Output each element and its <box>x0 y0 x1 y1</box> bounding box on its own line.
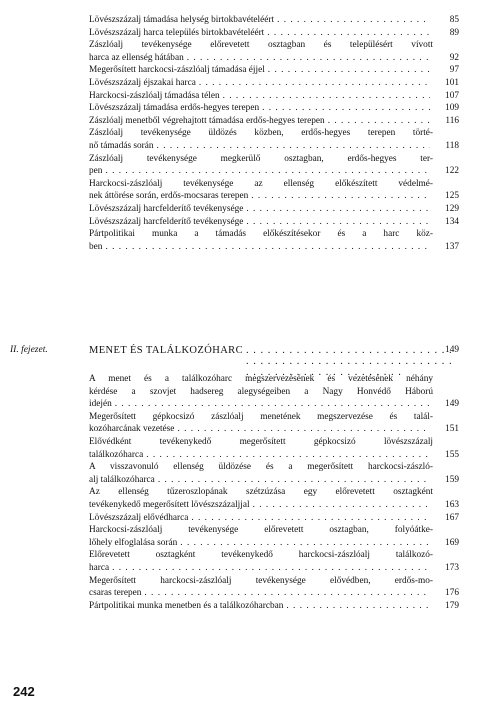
toc-entry-line <box>89 461 433 474</box>
chapter-title: MENET ÉS TALÁLKOZÓHARC <box>89 345 243 356</box>
toc-entry <box>89 524 459 549</box>
toc-entry-line <box>89 165 433 178</box>
toc-entry-line <box>89 39 433 52</box>
toc-page-number: 151 <box>445 424 459 435</box>
leader-dots <box>246 203 430 216</box>
toc-entry-line <box>89 77 433 90</box>
toc-entry-text: kozóharcának vezetése <box>89 424 175 435</box>
toc-entry-line <box>89 575 433 588</box>
toc-page-number: 169 <box>445 537 459 548</box>
leader-dots <box>180 537 430 550</box>
leader-dots <box>115 398 430 411</box>
toc-entry-text: Pártpolitikai munka menetben és a találkozóharcban <box>89 600 284 611</box>
toc-entry <box>89 512 459 525</box>
toc-entry-text: Megerősített harckocsi-zászlóalj támadása éjjel <box>89 65 265 76</box>
toc-entry-line <box>89 64 433 77</box>
toc-entry-text: Az ellenség tűzeroszlopának szétzúzása egy előrevetett osztagként <box>89 487 433 498</box>
leader-dots <box>328 115 430 128</box>
toc-page-number: 167 <box>445 512 459 523</box>
toc-entry-line <box>89 190 433 203</box>
leader-dots <box>251 190 430 203</box>
toc-entry-text: Megerősített harckocsi-zászlóalj tevékenysége elővédben, erdős-mo- <box>89 575 433 586</box>
toc-entry-text: Lövészszázalj harcfelderítő tevékenysége <box>89 203 244 214</box>
toc-entry-line <box>89 140 433 153</box>
toc-entry-text: Lövészszázalj harcfelderítő tevékenysége <box>89 216 244 227</box>
toc-entry <box>89 411 459 436</box>
toc-entry <box>89 203 459 216</box>
toc-entry-text: nő támadás során <box>89 140 154 151</box>
toc-entry-line <box>89 549 433 562</box>
toc-page-number: 159 <box>445 474 459 485</box>
toc-entry-line <box>89 562 433 575</box>
toc-entry-line <box>89 115 433 128</box>
toc-entry <box>89 549 459 574</box>
toc-entry-text: nek áttörése során, erdős-mocsaras terepen <box>89 191 249 202</box>
toc-entry-line <box>89 524 433 537</box>
toc-entry-line <box>89 411 433 424</box>
toc-entry-line <box>89 228 433 241</box>
toc-entry-line <box>89 241 433 254</box>
toc-entry-line <box>89 386 433 399</box>
leader-dots <box>268 64 430 77</box>
toc-entry <box>89 373 459 411</box>
toc-page-number: 89 <box>449 27 459 38</box>
toc-entry-text: ben <box>89 241 103 252</box>
toc-entry-text: idején <box>89 399 112 410</box>
toc-entry-line <box>89 102 433 115</box>
chapter-page: 149 <box>445 345 459 355</box>
toc-entry-line <box>89 486 433 499</box>
toc-page-number: 97 <box>449 65 459 76</box>
toc-entry-line <box>89 153 433 166</box>
toc-entry <box>89 153 459 178</box>
toc-entry <box>89 39 459 64</box>
toc-entry-text: A visszavonuló ellenség üldözése és a megerősített harckocsi-zászló- <box>89 462 433 473</box>
leader-dots <box>262 102 430 115</box>
toc-entry-text: Lövészszázalj harca település birtokbavételéért <box>89 27 265 38</box>
toc-entry <box>89 77 459 90</box>
leader-dots <box>144 587 430 600</box>
toc-page-number: 149 <box>445 399 459 410</box>
toc-page-number: 179 <box>445 600 459 611</box>
chapter-label: II. fejezet. <box>10 345 48 355</box>
leader-dots <box>253 499 430 512</box>
toc-entry-text: Lövészszázalj támadása helység birtokbavételéért <box>89 15 275 25</box>
leader-dots <box>158 474 430 487</box>
toc-entry-text: Előrevetett osztagként tevékenykedő harckocsi-zászlóalj találkozó- <box>89 550 433 561</box>
toc-entry-text: harca <box>89 562 110 573</box>
toc-block-part-one <box>89 14 459 253</box>
leader-dots <box>223 90 430 103</box>
toc-entry <box>89 575 459 600</box>
toc-entry-line <box>89 373 433 386</box>
toc-page-number: 163 <box>445 499 459 510</box>
toc-entry-text: lőhely elfoglalása során <box>89 537 178 548</box>
toc-entry-text: Harckocsi-zászlóalj tevékenysége az ellenség előkészített védelmé- <box>89 178 433 189</box>
leader-dots <box>105 165 430 178</box>
toc-entry-line <box>89 474 433 487</box>
toc-entry-text: tevékenykedő megerősített lövészszázaljjal <box>89 499 250 510</box>
toc-entry-text: Harckocsi-zászlóalj tevékenysége előrevetett osztagban, folyóátke- <box>89 525 433 536</box>
toc-page-number: 92 <box>449 52 459 63</box>
toc-entry-line <box>89 436 433 449</box>
toc-entry <box>89 178 459 203</box>
toc-page-number: 173 <box>445 562 459 573</box>
toc-entry-line <box>89 499 433 512</box>
page-number: 242 <box>13 684 35 699</box>
toc-entry-line <box>89 216 433 229</box>
toc-entry <box>89 27 459 40</box>
toc-page-number: 101 <box>445 77 459 88</box>
toc-entry-text: Zászlóalj menetből végrehajtott támadása erdős-hegyes terepen <box>89 115 325 126</box>
toc-entry-text: csaras terepen <box>89 588 142 599</box>
toc-entry-text: harca az ellenség hátában <box>89 52 184 63</box>
toc-page-number: 118 <box>445 140 459 151</box>
toc-entry-text: Zászlóalj tevékenysége előrevetett osztagban és településért vívott <box>89 40 433 51</box>
toc-entry <box>89 461 459 486</box>
toc-entry <box>89 127 459 152</box>
toc-page-number: 129 <box>445 203 459 214</box>
leader-dots <box>105 241 430 254</box>
toc-entry-text: Harckocsi-zászlóalj támadása télen <box>89 90 220 101</box>
leader-dots <box>146 449 430 462</box>
toc-entry-line <box>89 512 433 525</box>
toc-entry-line <box>89 127 433 140</box>
leader-dots <box>267 27 430 40</box>
leader-dots <box>286 600 430 613</box>
toc-entry-line <box>89 449 433 462</box>
toc-entry-line <box>89 203 433 216</box>
toc-entry <box>89 600 459 613</box>
leader-dots <box>187 52 430 65</box>
toc-entry-text: Elővédként tevékenykedő megerősített gépkocsizó lövészszázalj <box>89 436 433 447</box>
toc-entry-line <box>89 600 433 613</box>
toc-entry <box>89 115 459 128</box>
chapter-heading-row <box>0 345 482 359</box>
toc-entry <box>89 90 459 103</box>
leader-dots <box>277 14 430 27</box>
toc-entry-text: Lövészszázalj támadása erdős-hegyes terepen <box>89 103 260 114</box>
toc-entry <box>89 436 459 461</box>
toc-page-number: 116 <box>445 115 459 126</box>
toc-page-number: 85 <box>449 15 459 25</box>
toc-entry <box>89 14 459 27</box>
toc-page-number: 176 <box>445 588 459 599</box>
leader-dots <box>246 216 430 229</box>
leader-dots <box>191 512 430 525</box>
toc-page-number: 137 <box>445 241 459 252</box>
toc-entry-text: Zászlóalj tevékenysége megkerülő osztagban, erdős-hegyes ter- <box>89 153 433 164</box>
toc-entry-line <box>89 27 433 40</box>
toc-page-number: 107 <box>445 90 459 101</box>
toc-entry-line <box>89 90 433 103</box>
toc-entry-line <box>89 398 433 411</box>
toc-entry <box>89 102 459 115</box>
toc-block-part-two <box>89 373 459 612</box>
leader-dots <box>177 423 430 436</box>
toc-entry-text: Megerősített gépkocsizó zászlóalj menetének megszervezése és talál- <box>89 411 433 422</box>
leader-dots <box>112 562 430 575</box>
toc-entry <box>89 486 459 511</box>
toc-page-number: 122 <box>445 166 459 177</box>
toc-entry-line <box>89 587 433 600</box>
toc-page-number: 134 <box>445 216 459 227</box>
toc-entry-line <box>89 537 433 550</box>
toc-entry-line <box>89 423 433 436</box>
toc-entry-text: alj találkozóharca <box>89 474 155 485</box>
toc-entry-text: kérdése a szovjet hadsereg alegységeiben a Nagy Honvédő Háború <box>89 386 433 397</box>
toc-entry-line <box>89 178 433 191</box>
toc-entry-line <box>89 14 433 27</box>
leader-dots <box>199 77 430 90</box>
toc-page-number: 109 <box>445 103 459 114</box>
toc-entry <box>89 216 459 229</box>
toc-entry-text: A menet és a találkozóharc megszervezésének és vezetésének néhány <box>89 374 433 384</box>
toc-entry-text: találkozóharca <box>89 449 144 460</box>
toc-page-number: 125 <box>445 191 459 202</box>
leader-dots <box>157 140 430 153</box>
toc-entry-text: pen <box>89 166 103 177</box>
toc-entry-text: Lövészszázalj elővédharca <box>89 512 189 523</box>
toc-page-number: 155 <box>445 449 459 460</box>
toc-entry-text: Pártpolitikai munka a támadás előkészítésekor és a harc köz- <box>89 229 433 240</box>
toc-entry <box>89 64 459 77</box>
toc-entry-text: Zászlóalj tevékenysége üldözés közben, erdős-hegyes terepen törté- <box>89 128 433 139</box>
toc-entry-line <box>89 52 433 65</box>
toc-entry-text: Lövészszázalj éjszakai harca <box>89 77 196 88</box>
toc-entry <box>89 228 459 253</box>
